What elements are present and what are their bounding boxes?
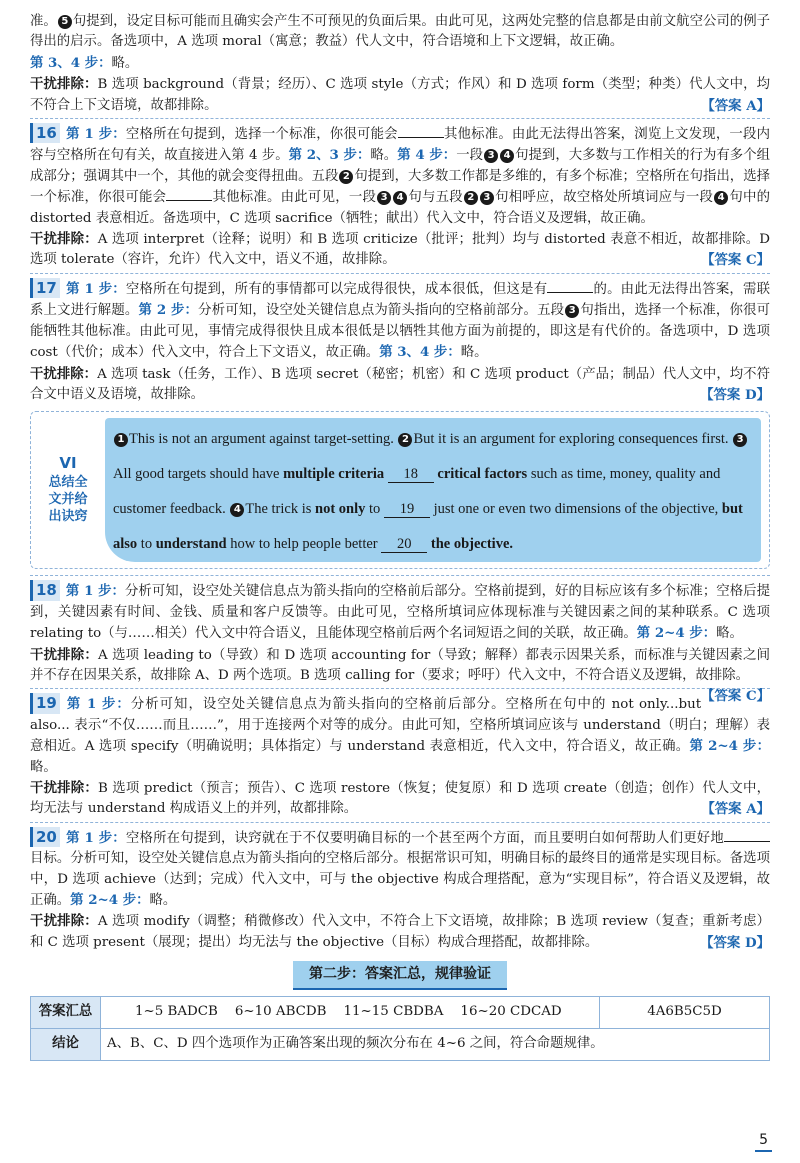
step-label: 第 3、4 步： — [379, 344, 461, 361]
step-label: 第 1 步： — [65, 829, 126, 846]
answer-badge: 【答案 D】 — [700, 386, 770, 403]
step-text: 空格所在句提到，诀窍就在于不仅要明确目标的一个甚至两个方面，而且要明白如何帮助人们更好地 — [125, 830, 724, 846]
passage-gap-19: 19 — [384, 501, 430, 518]
distractor-text: B 选项 predict（预言；预告）、C 选项 restore（恢复；使复原）和 D 选项 create（创造；创作）代人文中，均无法与 understand 构成语义上的并列，故都排除。 — [30, 780, 770, 817]
section-vi-label — [31, 412, 105, 568]
circled-number: 4 — [393, 191, 407, 205]
step-text: 空格所在句提到，选择一个标准，你很可能会 — [125, 127, 398, 143]
page-content — [30, 12, 770, 1061]
step-text: 略。 — [111, 55, 139, 71]
passage-excerpt — [105, 418, 761, 562]
distractor-text: B 选项 background（背景；经历）、C 选项 style（方式；作风）和 D 选项 form（类型；种类）代人文中，均不符合上下文语境，故都排除。 — [30, 77, 770, 113]
passage-sentence: to — [140, 536, 153, 553]
question-17-block — [30, 273, 770, 405]
step-text: 句与五段 — [408, 190, 463, 206]
table-header-cell: 答案汇总 — [31, 996, 101, 1028]
intro-paragraph — [30, 12, 770, 116]
circled-number: 3 — [484, 149, 498, 163]
step-label: 第 2~4 步： — [70, 892, 150, 908]
passage-keyword: but also — [113, 501, 743, 553]
passage-sentence: All good targets should have — [113, 466, 280, 483]
step-text: 分析可知，设空处关键信息点为箭头指向的空格前后部分。空格前提到，好的目标应该有多个标准；空格后提到，关键因素有时间、金钱、质量和客户反馈等。由此可见，空格所填词应体现标准与关键因素之间的某种联系。C 选项 relating to（与……相关）代入文中符合语义，且能体现空格前后两个名词短语之间的关联，故正确。 — [30, 584, 770, 642]
answer-badge: 【答案 A】 — [701, 801, 770, 818]
circled-number: 2 — [464, 191, 478, 205]
table-cell: 4A6B5C5D — [600, 996, 770, 1028]
table-header-cell: 结论 — [31, 1028, 101, 1060]
section-label-line: 文并给 — [48, 492, 88, 508]
step-text: 的。由此无法得出答案，需联系上文进行解题。 — [30, 281, 770, 319]
question-number: 16 — [30, 123, 60, 143]
passage-sentence: The trick is — [245, 501, 312, 518]
step-text: 其他标准。由此无法得出答案，浏览上文发现，一段内容与空格所在句有关，故直接进入第 4 步。 — [30, 127, 770, 164]
step-label: 第 1 步： — [65, 280, 126, 297]
step-text: 句提到，大多数与工作相关的行为有多个组成部分；强调其中一个，其他的就会变得扭曲。五段 — [30, 148, 771, 184]
step-text: 句相呼应，故空格处所填词应与一段 — [494, 190, 714, 206]
circled-number: 4 — [714, 191, 728, 205]
step-label: 第 1 步： — [65, 126, 126, 143]
question-16-block — [30, 118, 770, 271]
passage-keyword: not only — [315, 501, 366, 518]
step-text: 略。 — [149, 893, 177, 908]
question-number: 19 — [30, 693, 60, 713]
distractor-label: 干扰排除： — [30, 646, 98, 663]
step-label: 第 2 步： — [138, 302, 199, 319]
circled-number: 3 — [733, 433, 747, 447]
answer-badge: 【答案 A】 — [701, 97, 770, 114]
section-roman-numeral: VI — [59, 454, 77, 473]
intro-text-b: 句提到，设定目标可能而且确实会产生不可预见的负面后果。由此可见，这两处完整的信息都是由前文航空公司的例子得出的启示。备选项中，A 选项 moral（寓意；教益）代人文中，符合语境和上下文逻辑，故正确。 — [30, 14, 771, 50]
step-text: 略。 — [460, 345, 488, 361]
passage-sentence: just one or even two dimensions of the objective, — [433, 501, 719, 518]
step-text: 略。 — [370, 148, 398, 164]
passage-gap-18: 18 — [388, 466, 434, 483]
distractor-label: 干扰排除： — [30, 779, 98, 796]
answer-blank — [166, 187, 212, 201]
passage-keyword: understand — [155, 536, 227, 553]
passage-keyword: the objective. — [430, 536, 514, 553]
page-number: 5 — [755, 1130, 772, 1152]
question-number: 18 — [30, 580, 60, 600]
passage-sentence: such as time, money, quality and customer feedback. — [113, 466, 721, 518]
table-row — [31, 1028, 770, 1060]
circled-number: 3 — [565, 304, 579, 318]
summary-title: 第二步：答案汇总，规律验证 — [293, 961, 507, 989]
question-20-block — [30, 822, 770, 953]
step-label: 第 2~4 步： — [689, 738, 770, 755]
passage-sentence: This is not an argument against target-setting. — [129, 431, 394, 448]
distractor-text: A 选项 modify（调整；稍微修改）代入文中，不符合上下文语境，故排除；B 选项 review（复查；重新考虑）和 C 选项 present（展现；提出）均无法与 the objective（目标）构成合理搭配，故都排除。 — [30, 914, 770, 950]
step-text: 目标。分析可知，设空处关键信息点为箭头指向的空格后部分。根据常识可知，明确目标的最终目的通常是实现目标。备选项中，D 选项 achieve（达到；完成）代入文中，可与 the objective 构成合理搭配，意为“实现目标”，符合语义及逻辑，故正确。 — [30, 851, 770, 908]
passage-sentence: how to help people better — [230, 536, 378, 553]
circled-number: 2 — [339, 170, 353, 184]
circled-number: 3 — [377, 191, 391, 205]
question-number: 17 — [30, 278, 60, 298]
answer-summary-table — [30, 996, 770, 1061]
section-label-line: 出诀窍 — [48, 509, 88, 525]
step-label: 第 3、4 步： — [30, 54, 112, 71]
table-cell: A、B、C、D 四个选项作为正确答案出现的频次分布在 4~6 之间，符合命题规律。 — [101, 1028, 770, 1060]
passage-sentence: But it is an argument for exploring consequences first. — [413, 431, 729, 448]
circled-number: 3 — [480, 191, 494, 205]
step-text: 句中的 distorted 表意相近。备选项中，C 选项 sacrifice（牺牲；献出）代入文中，符合语义及逻辑，故正确。 — [30, 190, 771, 226]
step-label: 第 2~4 步： — [636, 625, 717, 642]
step-text: 句指出，选择一个标准，你很可能牺牲其他标准。由此可见，事情完成得很快且成本很低是以牺牲其他方面为前提的，即这是有代价的。备选项中，D 选项 cost（代价；成本）代入文中，符合上下文语义，故正确。 — [30, 303, 770, 361]
distractor-label: 干扰排除： — [30, 365, 98, 382]
distractor-text: A 选项 task（任务，工作）、B 选项 secret（秘密；机密）和 C 选项 product（产品；制品）代人文中，均不符合文中语义及语境，故排除。 — [30, 366, 770, 402]
step-label: 第 4 步： — [397, 147, 457, 164]
step-text: 分析可知，设空处关键信息点为箭头指向的空格前部分。五段 — [198, 303, 565, 319]
step-text: 略。 — [716, 626, 743, 642]
circled-number: 1 — [114, 433, 128, 447]
step-text: 分析可知，设空处关键信息点为箭头指向的空格前后部分。空格所在句中的 not only...but also... 表示“不仅……而且……”，用于连接两个对等的成分。由此可知，空格所填词应该与 understand（明白；理解）表意相近。A 选项 specify（明确说明；具体指定）与 understand 表意相近，代入文中，符合语义，故正确。 — [30, 697, 770, 755]
step-label: 第 1 步： — [65, 696, 131, 713]
table-cell: 1~5 BADCB 6~10 ABCDB 11~15 CBDBA 16~20 CDCAD — [101, 996, 600, 1028]
table-row — [31, 996, 770, 1028]
step-text: 句提到，大多数工作都是多维的，有多个标准；空格所在句指出，选择一个标准，你很可能会 — [30, 168, 771, 206]
passage-gap-20: 20 — [381, 536, 427, 553]
passage-sentence: to — [369, 501, 381, 518]
circled-number: 4 — [500, 149, 514, 163]
answer-blank — [724, 828, 770, 842]
section-label-line: 总结全 — [48, 475, 88, 491]
section-vi-box — [30, 411, 770, 569]
distractor-label: 干扰排除： — [30, 913, 98, 930]
answer-badge: 【答案 C】 — [701, 688, 770, 705]
answer-badge: 【答案 D】 — [700, 934, 770, 951]
passage-keyword: multiple criteria — [283, 466, 385, 483]
circled-number: 2 — [398, 433, 412, 447]
distractor-label: 干扰排除： — [30, 76, 98, 93]
intro-text-a: 准。 — [30, 14, 57, 29]
step-text: 空格所在句提到，所有的事情都可以完成得很快，成本很低，但这是有 — [125, 281, 548, 297]
step-text: 一段 — [456, 148, 484, 164]
step-label: 第 2、3 步： — [288, 147, 371, 164]
distractor-label: 干扰排除： — [30, 231, 98, 248]
distractor-text: A 选项 leading to（导致）和 D 选项 accounting for（导致；解释）都表示因果关系，而标准与关键因素之间并不存在因果关系，故排除 A、D 两个选项。B 选项 calling for（要求；呼吁）代入文中，不符合语义及逻辑，故排除。 — [30, 647, 770, 683]
question-number: 20 — [30, 827, 60, 847]
question-19-block — [30, 688, 770, 819]
passage-keyword: critical factors — [437, 466, 528, 483]
answer-badge: 【答案 C】 — [701, 252, 770, 269]
circled-number: 4 — [230, 503, 244, 517]
circled-number: 5 — [58, 15, 72, 29]
distractor-text: A 选项 interpret（诠释；说明）和 B 选项 criticize（批评；批判）均与 distorted 表意不相近，故都排除。D 选项 tolerate（容许，允许）代入文中，语义不通，故排除。 — [30, 232, 770, 268]
step-label: 第 1 步： — [65, 583, 125, 600]
answer-blank — [547, 279, 593, 293]
step-text: 略。 — [30, 759, 57, 775]
step-text: 其他标准。由此可见，一段 — [212, 190, 377, 206]
answer-blank — [398, 124, 444, 138]
